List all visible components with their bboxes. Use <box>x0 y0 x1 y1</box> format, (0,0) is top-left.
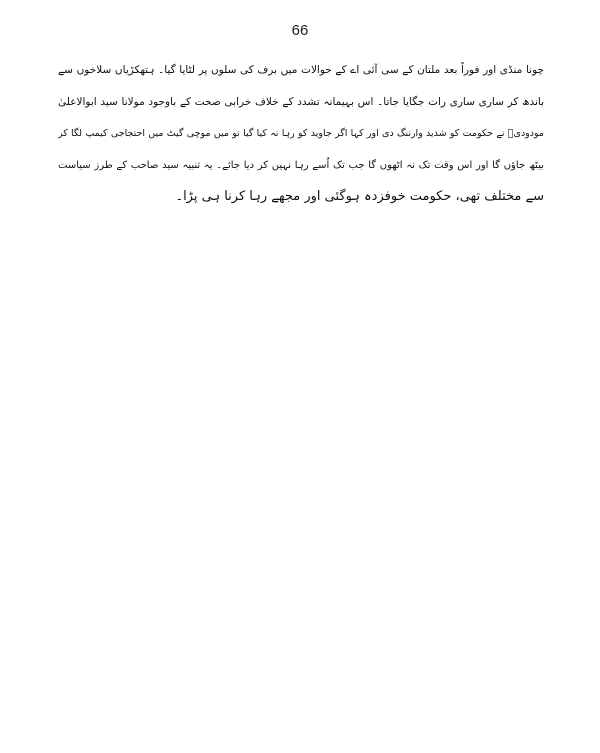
text-line-1: چونا منڈی اور فوراً بعد ملتان کے سی آئی اے کے حوالات میں برف کی سلوں پر لٹایا گیا۔ ہتھکڑیاں سلاخوں سے <box>58 64 544 76</box>
page-number: 66 <box>291 22 309 39</box>
text-line-2: باندھ کر ساری ساری رات جگایا جاتا۔ اس بہیمانہ تشدد کے خلاف خرابی صحت کے باوجود مولانا سید ابوالاعلیٰ <box>58 95 544 108</box>
text-line-3: مودودیؒ نے حکومت کو شدید وارننگ دی اور کہا اگر جاوید کو رہا نہ کیا گیا تو میں موچی گیٹ میں احتجاجی کیمپ لگا کر <box>58 128 544 139</box>
text-line-4: بیٹھ جاؤں گا اور اس وقت تک نہ اٹھوں گا جب تک اُسے رہا نہیں کر دیا جائے۔ یہ تنبیہ سید صاحب کے طرز سیاست <box>58 159 544 171</box>
body-text <box>58 55 544 213</box>
text-line-5: سے مختلف تھی، حکومت خوفزدہ ہوگئی اور مجھے رہا کرنا ہی پڑا۔ <box>175 189 544 204</box>
